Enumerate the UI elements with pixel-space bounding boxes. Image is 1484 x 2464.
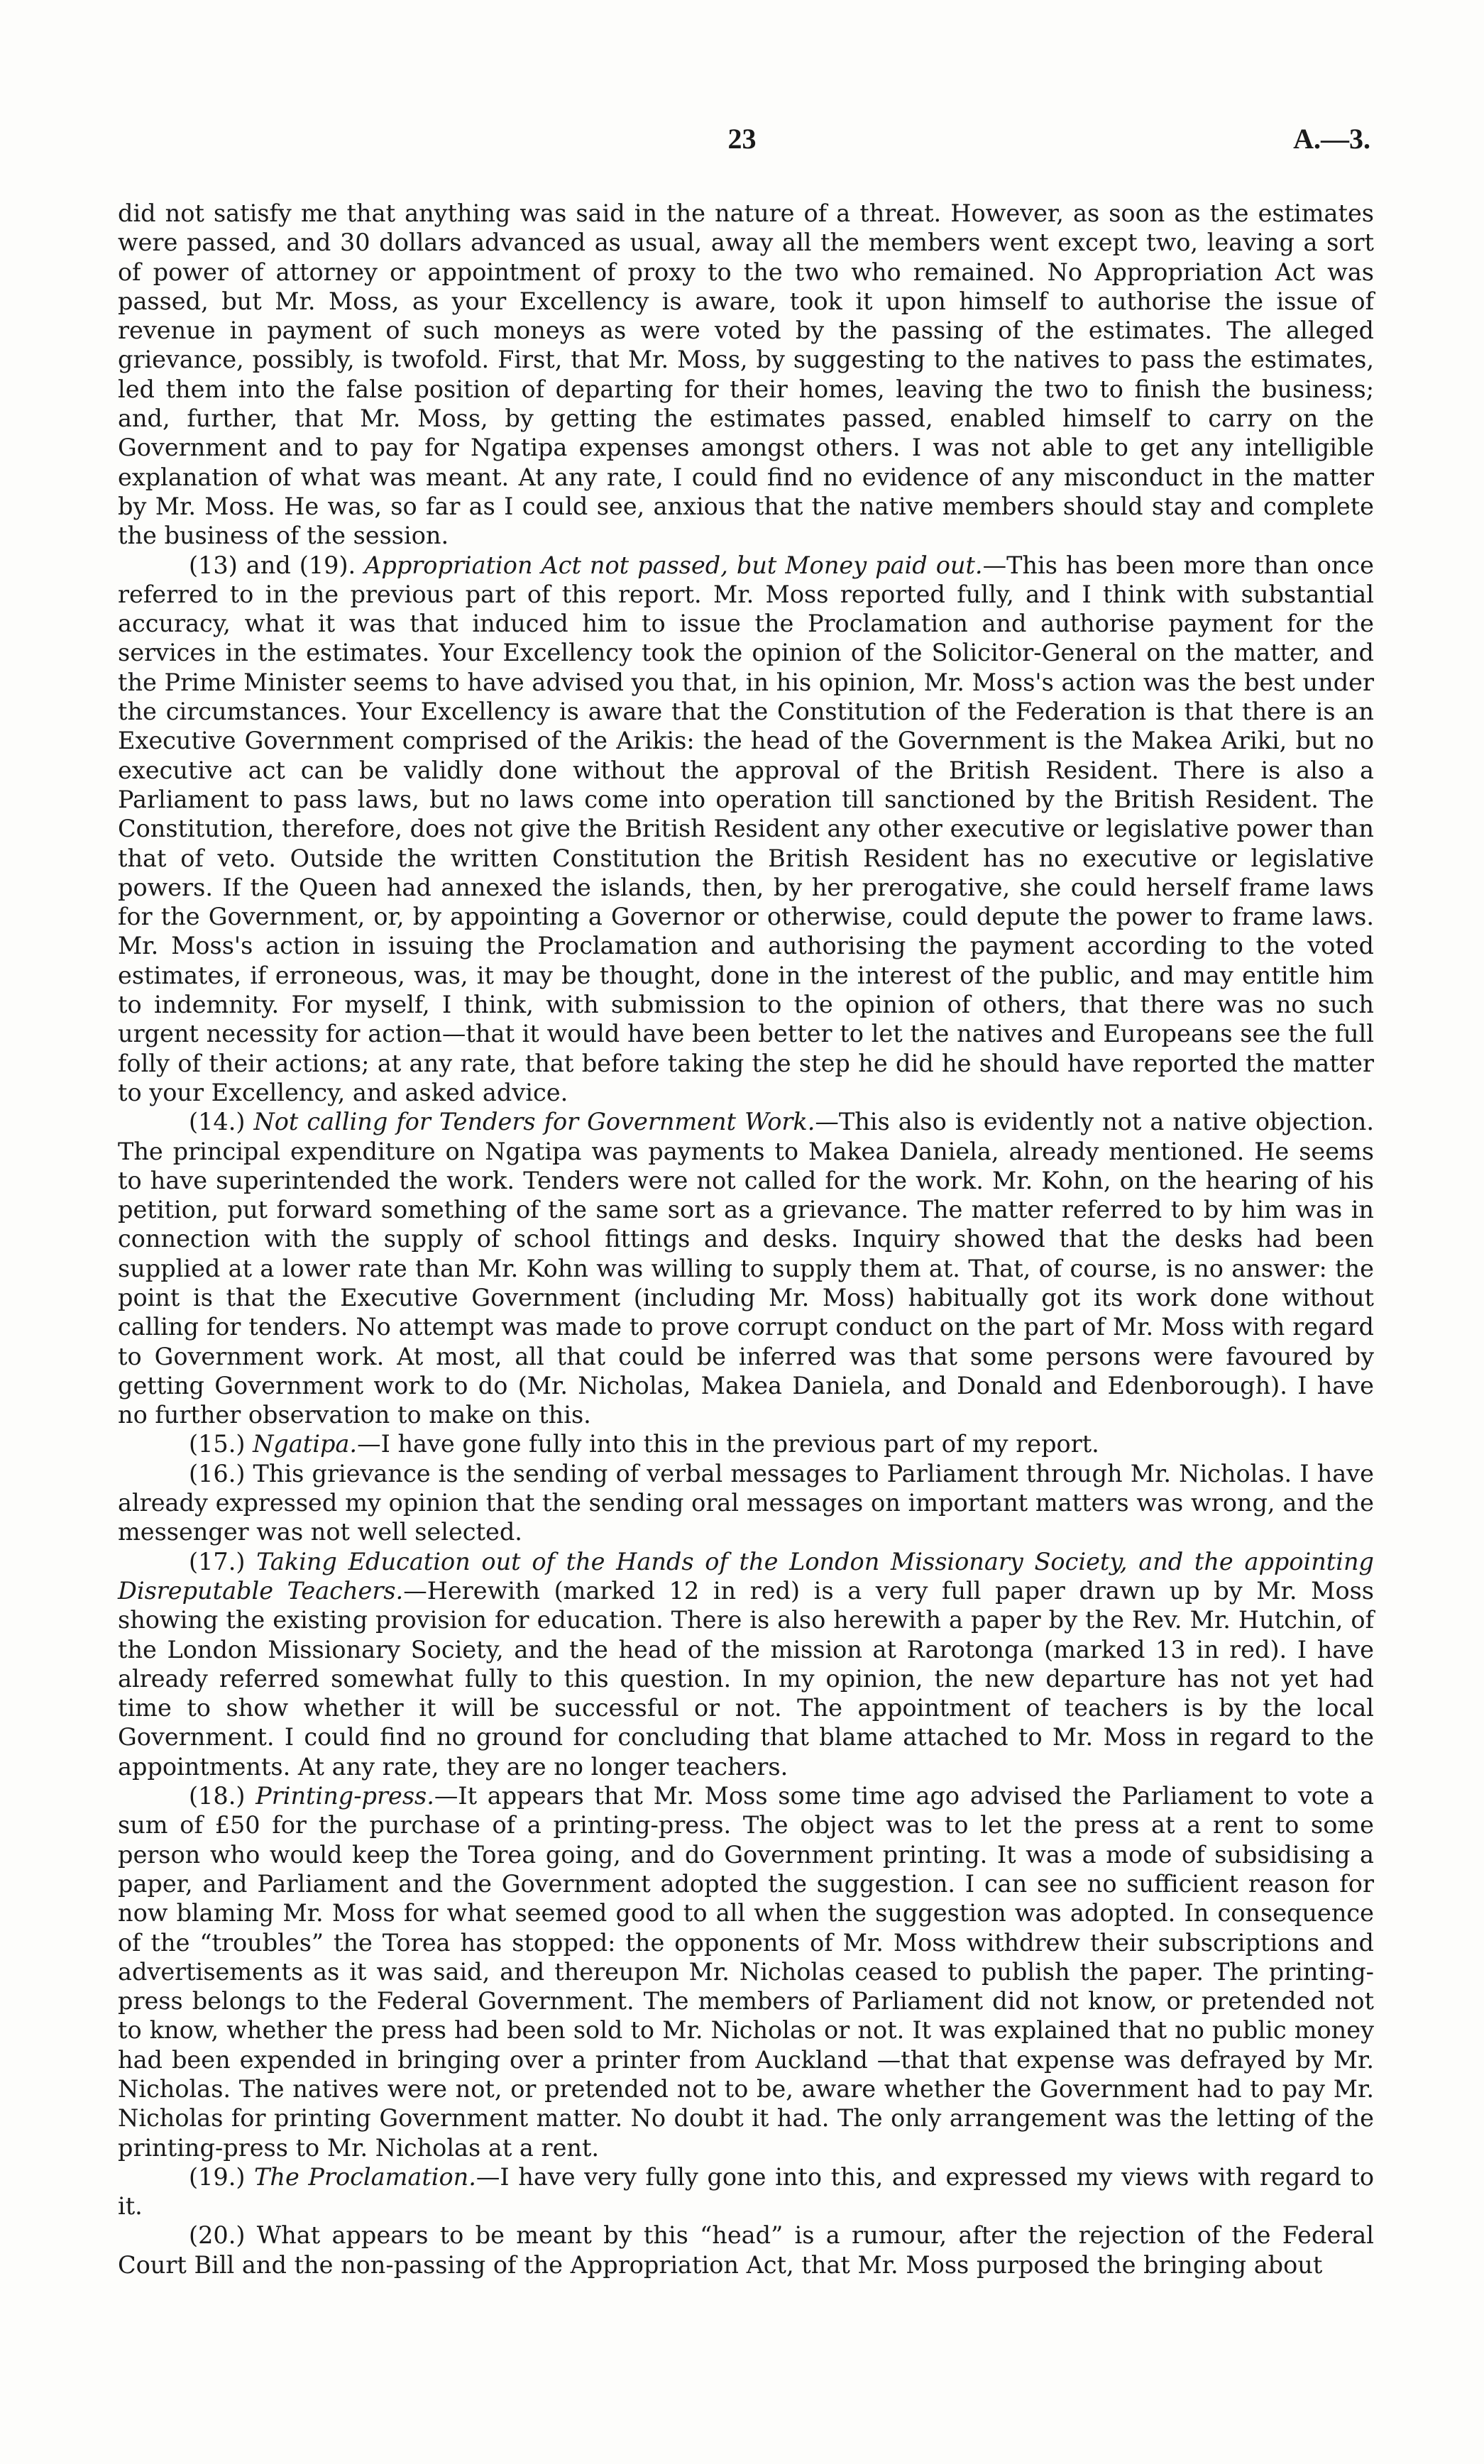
paragraph-13-19: (13) and (19). Appropriation Act not passed, but Money paid out.—This has been more than once referred to in the previous part of this report. Mr. Moss reported fully, and I think with substantial accuracy, what it was that induced him to issue the Proclamation and authorise payment for the services in the estimates. Your Excellency took the opinion of the Solicitor-General on the matter, and the Prime Minister seems to have advised you that, in his opinion, Mr. Moss's action was the best under the circumstances. Your Excellency is aware that the Constitution of the Federation is that there is an Executive Government comprised of the Arikis: the head of the Government is the Makea Ariki, but no executive act can be validly done without the approval of the British Resident. There is also a Parliament to pass laws, but no laws come into operation till sanctioned by the British Resident. The Constitution, therefore, does not give the British Resident any other executive or legislative power than that of veto. Outside the written Constitution the British Resident has no executive or legislative powers. If the Queen had annexed the islands, then, by her prerogative, she could herself frame laws for the Government, or, by appointing a Governor or otherwise, could depute the power to frame laws. Mr. Moss's action in issuing the Proclamation and authorising the payment according to the voted estimates, if erroneous, was, it may be thought, done in the interest of the public, and may entitle him to indemnity. For myself, I think, with submission to the opinion of others, that there was no such urgent necessity for action—that it would have been better to let the natives and Europeans see the full folly of their actions; at any rate, that before taking the step he did he should have reported the matter to your Excellency, and asked advice. xyxy=(118,551,1375,1106)
heading-appropriation-act: Appropriation Act not passed, but Money paid out. xyxy=(364,551,983,579)
heading-printing-press: Printing-press. xyxy=(255,1782,434,1810)
heading-tenders: Not calling for Tenders for Government Work. xyxy=(253,1108,815,1136)
document-reference: A.—3. xyxy=(1293,123,1370,155)
paragraph-20: (20.) What appears to be meant by this “head” is a rumour, after the rejection of the Federal Court Bill and the non-passing of the Appropriation Act, that Mr. Moss purposed the bringing about xyxy=(118,2221,1374,2279)
heading-proclamation: The Proclamation. xyxy=(254,2162,476,2191)
paragraph-16: (16.) This grievance is the sending of verbal messages to Parliament through Mr. Nicholas. I have already expressed my opinion that the sending oral messages on important matters was wrong, and the messenger was not well selected. xyxy=(118,1459,1374,1546)
body-text xyxy=(118,199,1374,2279)
paragraph-15: (15.) Ngatipa.—I have gone fully into this in the previous part of my report. xyxy=(189,1430,1099,1458)
paragraph-continuation: did not satisfy me that anything was said in the nature of a threat. However, as soon as the estimates were passed, and 30 dollars advanced as usual, away all the members went except two, leaving a sort of power of attorney or appointment of proxy to the two who remained. No Appropriation Act was passed, but Mr. Moss, as your Excellency is aware, took it upon himself to authorise the issue of revenue in payment of such moneys as were voted by the passing of the estimates. The alleged grievance, possibly, is twofold. First, that Mr. Moss, by suggesting to the natives to pass the estimates, led them into the false position of departing for their homes, leaving the two to finish the business; and, further, that Mr. Moss, by getting the estimates passed, enabled himself to carry on the Government and to pay for Ngatipa expenses amongst others. I was not able to get any intelligible explanation of what was meant. At any rate, I could find no evidence of any misconduct in the matter by Mr. Moss. He was, so far as I could see, anxious that the native members should stay and complete the business of the session. xyxy=(118,199,1374,550)
page-number: 23 xyxy=(727,123,757,155)
paragraph-14: (14.) Not calling for Tenders for Government Work.—This also is evidently not a native objection. The principal expenditure on Ngatipa was payments to Makea Daniela, already mentioned. He seems to have superintended the work. Tenders were not called for the work. Mr. Kohn, on the hearing of his petition, put forward something of the same sort as a grievance. The matter referred to by him was in connection with the supply of school fittings and desks. Inquiry showed that the desks had been supplied at a lower rate than Mr. Kohn was willing to supply them at. That, of course, is no answer: the point is that the Executive Government (including Mr. Moss) habitually got its work done without calling for tenders. No attempt was made to prove corrupt conduct on the part of Mr. Moss with regard to Government work. At most, all that could be inferred was that some persons were favoured by getting Government work to do (Mr. Nicholas, Makea Daniela, and Donald and Edenborough). I have no further observation to make on this. xyxy=(118,1108,1374,1429)
paragraph-18: (18.) Printing-press.—It appears that Mr. Moss some time ago advised the Parliament to vote a sum of £50 for the purchase of a printing-press. The object was to let the press at a rent to some person who would keep the Torea going, and do Government printing. It was a mode of subsidising a paper, and Parliament and the Government adopted the suggestion. I can see no sufficient reason for now blaming Mr. Moss for what seemed good to all when the suggestion was adopted. In consequence of the “troubles” the Torea has stopped: the opponents of Mr. Moss withdrew their subscriptions and advertisements as it was said, and thereupon Mr. Nicholas ceased to publish the paper. The printing-press belongs to the Federal Government. The members of Parliament did not know, or pretended not to know, whether the press had been sold to Mr. Nicholas or not. It was explained that no public money had been expended in bringing over a printer from Auckland —that that expense was defrayed by Mr. Nicholas. The natives were not, or pretended not to be, aware whether the Government had to pay Mr. Nicholas for printing Government matter. No doubt it had. The only arrangement was the letting of the printing-press to Mr. Nicholas at a rent. xyxy=(118,1782,1374,2162)
heading-education: Taking Education out of the Hands of the London Missionary Society, and the appointing Disreputable Teachers. xyxy=(118,1547,1374,1605)
heading-ngatipa: Ngatipa. xyxy=(253,1430,358,1458)
paragraph-17: (17.) Taking Education out of the Hands of the London Missionary Society, and the appointing Disreputable Teachers.—Herewith (marked 12 in red) is a very full paper drawn up by Mr. Moss showing the existing provision for education. There is also herewith a paper by the Rev. Mr. Hutchin, of the London Missionary Society, and the head of the mission at Rarotonga (marked 13 in red). I have already referred somewhat fully to this question. In my opinion, the new departure has not yet had time to show whether it will be successful or not. The appointment of teachers is by the local Government. I could find no ground for concluding that blame attached to Mr. Moss in regard to the appointments. At any rate, they are no longer teachers. xyxy=(118,1547,1374,1781)
paragraph-19: (19.) The Proclamation.—I have very fully gone into this, and expressed my views with regard to it. xyxy=(118,2162,1375,2221)
